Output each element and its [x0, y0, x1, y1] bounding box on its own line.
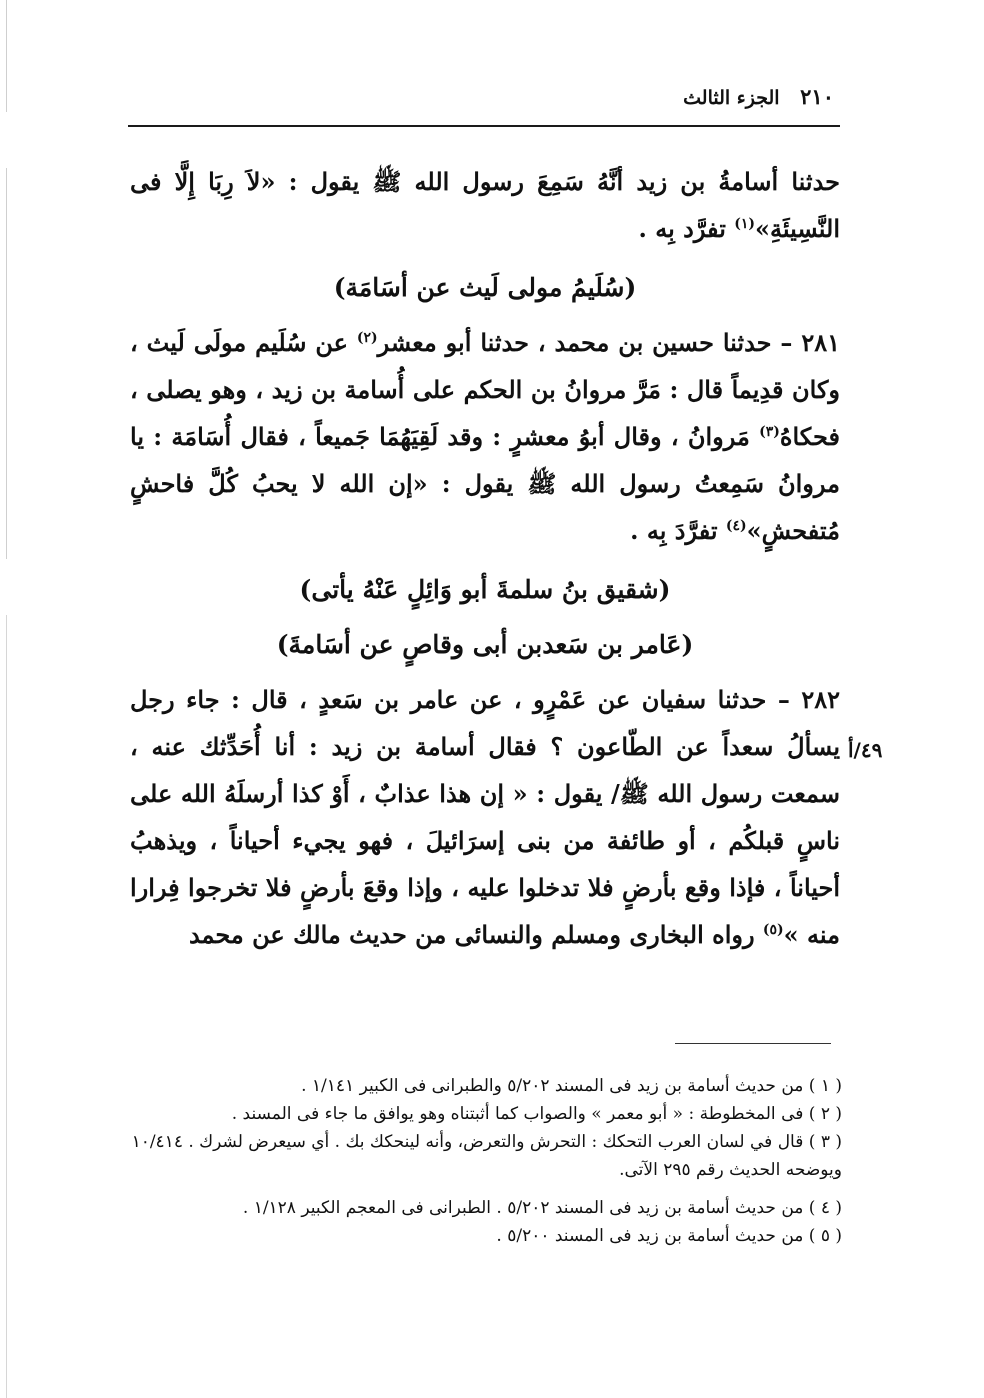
main-text: [130, 158, 840, 958]
paragraph-282: [130, 676, 840, 958]
hadith-number-282: ٢٨٢: [801, 685, 840, 714]
volume-title: الجزء الثالث: [683, 87, 780, 109]
hadith-text-281a: – حدثنا حسين بن محمد ، حدثنا أبو معشر: [377, 328, 802, 357]
hadith-end-281: تفرَّدَ بِه .: [630, 516, 726, 545]
footnote-ref-3: (٣): [759, 424, 780, 440]
header-rule: [128, 125, 840, 127]
footnote-3: ( ٣ ) قال في لسان العرب التحكك : التحرش والتعرض، وأنه لينحكك بك . أي سيعرض لشرك . ١٠/٤١٤ ويوضحه الحديث رقم ٢٩٥ الآتى.: [131, 1132, 842, 1180]
hadith-text-281b: عن سُلَيم مولَى لَيث ، وكان قدِيماً قال : مَرَّ مروانُ بن الحكم على أُسامة بن زيد ، وهو يصلى ، فحكاهُ: [130, 328, 840, 451]
hadith-text-281c: مَروانُ ، وقال أبوُ معشرٍ : وقد لَقِيَهُمَا جَميعاً ، فقال أُسَامَة : يا مروانُ سَمِعتُ رسول الله ﷺ يقول : «إن الله لا يحبُ كُلَّ فاحشٍ مُتفحشٍ»: [130, 422, 840, 545]
section-heading-3: (عَامر بن سَعدبن أبى وقاصٍ عن أسَامةَ): [276, 630, 694, 659]
hadith-end-282: رواه البخارى ومسلم والنسائى من حديث مالك عن محمد: [188, 920, 763, 949]
page-number: ٢١٠: [800, 84, 834, 109]
section-heading-2: (شقيق بنُ سلمةَ أبو وَائِلٍ عَنْهُ يأتى): [299, 575, 671, 604]
footnote-ref-5: (٥): [762, 922, 784, 938]
hadith-number-281: ٢٨١: [801, 328, 841, 357]
hadith-end-1: تفرَّد بِه .: [638, 214, 735, 243]
footnotes: [130, 1072, 842, 1250]
footnote-ref-4: (٤): [725, 518, 747, 534]
footnote-rule: [675, 1043, 831, 1044]
footnote-ref-2: (٢): [356, 330, 378, 346]
hadith-text-282: – حدثنا سفيان عن عَمْرٍو ، عن عامر بن سَعدٍ ، قال : جاء رجل يسألُ سعداً عن الطّاعون ؟ فقال أسامة بن زيد : أنا أُحَدِّثك عنه ، سمعت رسول الله ﷺ/ يقول : « إن هذا عذابٌ ، أَوْ كذا أرسلَهُ الله على ناسٍ قبلكُم ، أو طائفة من بنى إسرَائيلَ ، فهو يجيء أحياناً ، ويذهبُ أحياناً ، فإذا وقع بأرضٍ فلا تدخلوا عليه ، وإذا وقعَ بأرضٍ فلا تخرجوا فِرارا منه »: [130, 685, 841, 949]
footnote-4: ( ٤ ) من حديث أسامة بن زيد فى المسند ٥/٢٠٢ . الطبرانى فى المعجم الكبير ١/١٢٨ .: [242, 1198, 842, 1218]
footnote-1: ( ١ ) من حديث أسامة بن زيد فى المسند ٥/٢٠٢ والطبرانى فى الكبير ١/١٤١ .: [301, 1076, 842, 1096]
manuscript-folio-note: ٤٩/أ: [848, 738, 883, 762]
footnote-ref-1: (١): [734, 216, 756, 232]
hadith-text-1: حدثنا أسامةُ بن زيد أنَّهُ سَمِعَ رسول الله ﷺ يقول : «لاَ رِبَا إِلَّا فى النَّسِيئَةِ»: [130, 167, 840, 243]
scan-edge-line: [6, 0, 7, 1398]
page-header: [434, 84, 834, 109]
section-heading-1: (سُلَيمُ مولى لَيث عن أسَامَة): [333, 273, 637, 302]
footnote-5: ( ٥ ) من حديث أسامة بن زيد فى المسند ٥/٢٠٠ .: [496, 1226, 842, 1246]
paragraph-1: [130, 158, 840, 252]
paragraph-281: [130, 319, 840, 554]
footnote-2: ( ٢ ) فى المخطوطة : « أبو معمر » والصواب كما أثبتناه وهو يوافق ما جاء فى المسند .: [231, 1104, 842, 1124]
